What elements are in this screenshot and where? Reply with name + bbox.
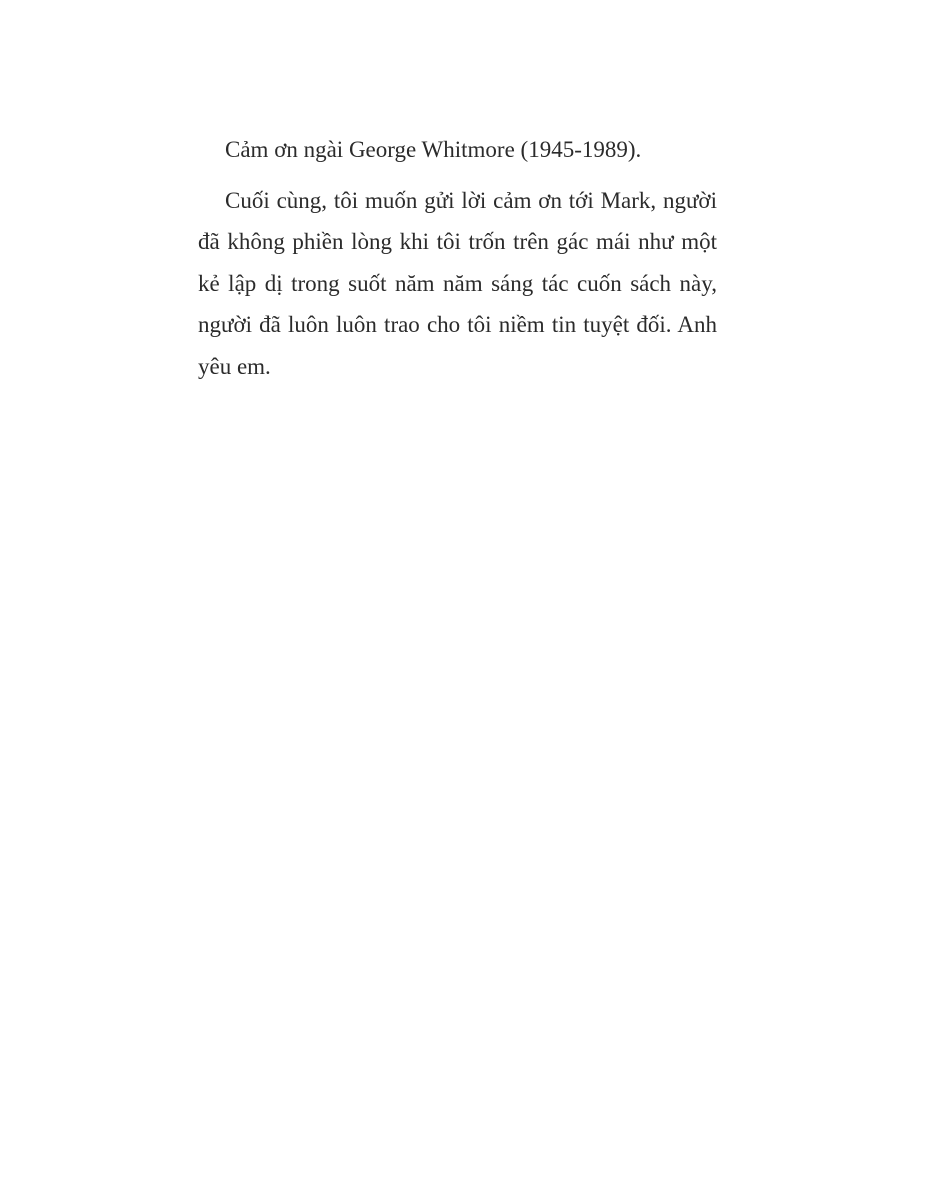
acknowledgement-paragraph-2: Cuối cùng, tôi muốn gửi lời cảm ơn tới Mark, người đã không phiền lòng khi tôi trốn trên gác mái như một kẻ lập dị trong suốt năm năm sáng tác cuốn sách này, người đã luôn luôn trao cho tôi niềm tin tuyệt đối. Anh yêu em. <box>198 187 717 379</box>
acknowledgement-text-block <box>198 129 717 387</box>
acknowledgement-paragraph-1: Cảm ơn ngài George Whitmore (1945-1989). <box>225 137 642 162</box>
